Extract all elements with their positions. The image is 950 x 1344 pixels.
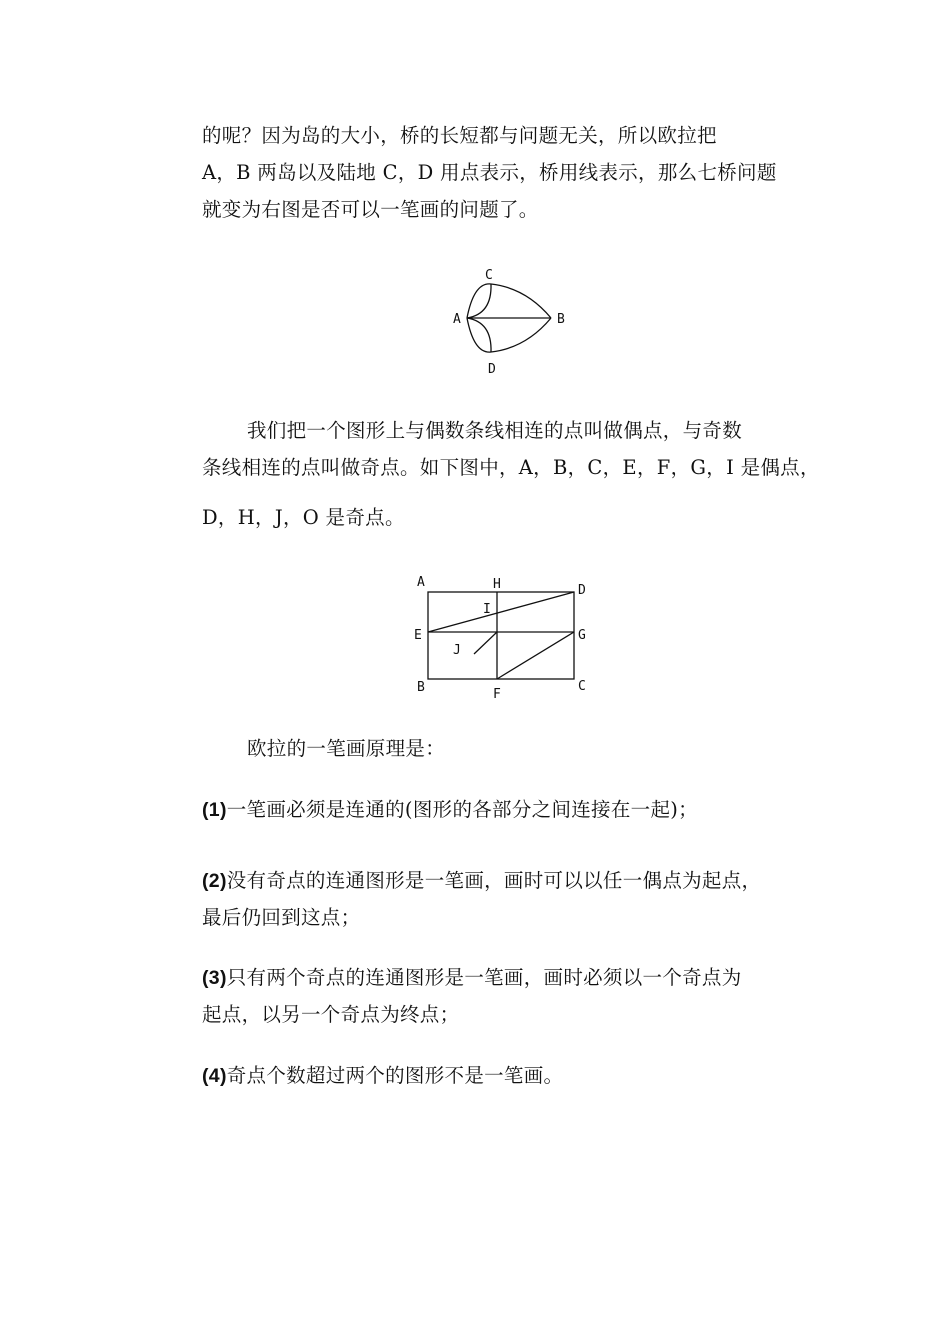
item-4-text: 奇点个数超过两个的图形不是一笔画。 bbox=[226, 1064, 564, 1087]
edge-c-b bbox=[491, 284, 551, 318]
paragraph-1-line-3: 就变为右图是否可以一笔画的问题了。 bbox=[202, 198, 539, 221]
graph-label-d: D bbox=[578, 583, 586, 598]
graph-label-b: B bbox=[557, 312, 565, 327]
principle-item-3-continuation: 起点，以另一个奇点为终点； bbox=[202, 1003, 460, 1026]
graph-label-a: A bbox=[417, 575, 425, 590]
item-3-text: 只有两个奇点的连通图形是一笔画，画时必须以一个奇点为 bbox=[226, 966, 742, 989]
edge-a-c-outer bbox=[467, 284, 491, 318]
diagonal-line-e-d bbox=[428, 592, 574, 632]
graph-label-e: E bbox=[414, 628, 422, 643]
paragraph-2-line-1: 我们把一个图形上与偶数条线相连的点叫做偶点，与奇数 bbox=[247, 419, 743, 442]
graph-label-i: I bbox=[483, 602, 491, 617]
graph-label-a: A bbox=[453, 312, 461, 327]
principle-heading: 欧拉的一笔画原理是： bbox=[247, 737, 446, 760]
paragraph-1-line-1: 的呢？因为岛的大小，桥的长短都与问题无关，所以欧拉把 bbox=[202, 124, 717, 147]
item-1-text: 一笔画必须是连通的(图形的各部分之间连接在一起)； bbox=[226, 798, 698, 821]
graph-label-h: H bbox=[493, 577, 501, 592]
paragraph-1-line-2: A，B 两岛以及陆地 C，D 用点表示，桥用线表示，那么七桥问题 bbox=[202, 161, 777, 184]
graph-label-f: F bbox=[493, 687, 501, 702]
item-4-number: (4) bbox=[202, 1065, 227, 1087]
principle-item-2-continuation: 最后仍回到这点； bbox=[202, 906, 361, 929]
graph-label-d: D bbox=[488, 362, 496, 377]
outer-rectangle bbox=[428, 592, 574, 679]
graph-label-b: B bbox=[417, 680, 425, 695]
graph-label-c: C bbox=[578, 679, 586, 694]
principle-item-2 bbox=[202, 868, 761, 894]
principle-item-4 bbox=[202, 1063, 563, 1089]
edge-a-d-outer bbox=[467, 318, 491, 352]
item-2-number: (2) bbox=[202, 870, 227, 892]
principle-item-1 bbox=[202, 797, 698, 823]
graph-label-j: J bbox=[453, 643, 461, 658]
edge-d-b bbox=[491, 318, 551, 352]
graph-label-c: C bbox=[485, 268, 493, 283]
principle-item-3 bbox=[202, 965, 742, 991]
konigsberg-graph-figure bbox=[440, 262, 580, 382]
rectangle-graph-figure bbox=[400, 568, 600, 708]
diagonal-line-f-g bbox=[497, 632, 574, 679]
graph-label-g: G bbox=[578, 628, 586, 643]
item-2-text: 没有奇点的连通图形是一笔画，画时可以以任一偶点为起点， bbox=[226, 869, 762, 892]
item-3-number: (3) bbox=[202, 967, 227, 989]
line-j-to-center bbox=[474, 632, 497, 654]
paragraph-2-line-3: D，H，J，O 是奇点。 bbox=[202, 506, 405, 529]
paragraph-2-line-2: 条线相连的点叫做奇点。如下图中，A，B，C，E，F，G，I 是偶点， bbox=[202, 456, 820, 479]
item-1-number: (1) bbox=[202, 799, 227, 821]
